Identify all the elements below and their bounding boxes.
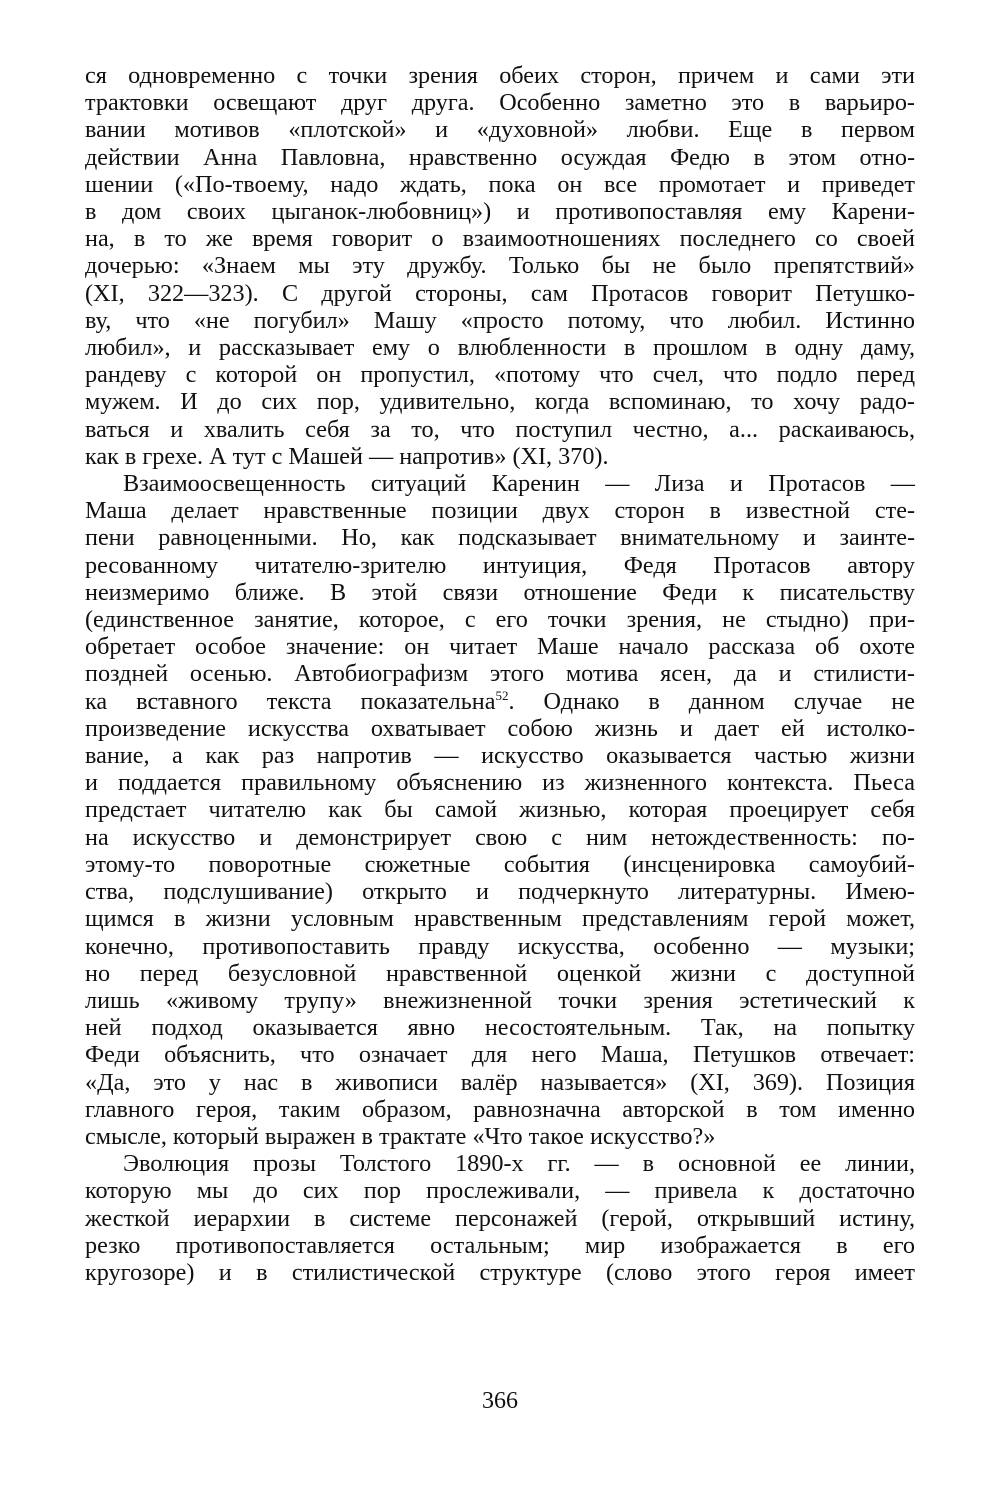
text-line: этому-то поворотные сюжетные события (инсценировка самоубий- <box>85 850 915 878</box>
text-line: вании мотивов «плотской» и «духовной» любви. Еще в первом <box>85 116 915 144</box>
book-page-text <box>85 62 915 1286</box>
text-line: в дом своих цыганок-любовниц») и противопоставляя ему Карени- <box>85 198 915 226</box>
text-line: ней подход оказывается явно несостоятельным. Так, на попытку <box>85 1014 915 1042</box>
text-line: на, в то же время говорит о взаимоотношениях последнего со своей <box>85 225 915 253</box>
text-line: ства, подслушивание) открыто и подчеркнуто литературны. Имею- <box>85 878 915 906</box>
text-line: поздней осенью. Автобиографизм этого мотива ясен, да и стилисти- <box>85 660 915 688</box>
text-line: шении («По-твоему, надо ждать, пока он все промотает и приведет <box>85 170 915 198</box>
text-line: ву, что «не погубил» Машу «просто потому, что любил. Истинно <box>85 306 915 334</box>
text-line: Взаимоосвещенность ситуаций Каренин — Лиза и Протасов — <box>123 470 915 498</box>
text-line: щимся в жизни условным нравственным представлениям герой может, <box>85 905 915 933</box>
page-number: 366 <box>482 1388 518 1414</box>
text-line: пени равноценными. Но, как подсказывает внимательному и заинте- <box>85 524 915 552</box>
text-line: ся одновременно с точки зрения обеих сторон, причем и сами эти <box>85 62 915 89</box>
text-line: кругозоре) и в стилистической структуре (слово этого героя имеет <box>85 1258 915 1286</box>
text-line: неизмеримо ближе. В этой связи отношение Феди к писательству <box>85 578 915 606</box>
text-line: трактовки освещают друг друга. Особенно заметно это в варьиро- <box>85 89 915 117</box>
text-segment: ка вставного текста показательна <box>85 687 496 715</box>
text-line: «Да, это у нас в живописи валёр называется» (XI, 369). Позиция <box>85 1068 915 1096</box>
text-line: жесткой иерархии в системе персонажей (герой, открывший истину, <box>85 1204 915 1232</box>
text-line: произведение искусства охватывает собою жизнь и дает ей истолко- <box>85 714 915 742</box>
text-line: Маша делает нравственные позиции двух сторон в известной сте- <box>85 497 915 525</box>
text-line: как в грехе. А тут с Машей — напротив» (XI, 370). <box>85 442 609 470</box>
text-segment: . Однако в данном случае не <box>508 687 915 715</box>
text-line: действии Анна Павловна, нравственно осуждая Федю в этом отно- <box>85 143 915 171</box>
text-line: лишь «живому трупу» внежизненной точки зрения эстетический к <box>85 986 915 1014</box>
text-line: ресованному читателю-зрителю интуиция, Федя Протасов автору <box>85 551 915 579</box>
text-line: обретает особое значение: он читает Маше начало рассказа об охоте <box>85 633 915 661</box>
paragraph-2 <box>85 470 915 1150</box>
text-line: ваться и хвалить себя за то, что поступил честно, а... раскаиваюсь, <box>85 415 915 443</box>
text-line: конечно, противопоставить правду искусства, особенно — музыки; <box>85 932 915 960</box>
text-line: смысле, который выражен в трактате «Что такое искусство?» <box>85 1122 716 1150</box>
text-line: мужем. И до сих пор, удивительно, когда вспоминаю, то хочу радо- <box>85 388 915 416</box>
text-line: резко противопоставляется остальным; мир изображается в его <box>85 1231 915 1259</box>
text-line: (единственное занятие, которое, с его точки зрения, не стыдно) при- <box>85 606 915 634</box>
paragraph-3 <box>85 1150 915 1286</box>
text-line: и поддается правильному объяснению из жизненного контекста. Пьеса <box>85 769 915 797</box>
text-line-with-footnote <box>85 688 915 715</box>
text-line: которую мы до сих пор прослеживали, — привела к достаточно <box>85 1177 915 1205</box>
text-line: любил», и рассказывает ему о влюбленности в прошлом в одну даму, <box>85 334 915 362</box>
text-line: предстает читателю как бы самой жизнью, которая проецирует себя <box>85 796 915 824</box>
text-line: на искусство и демонстрирует свою с ним нетождественность: по- <box>85 823 915 851</box>
text-line: (XI, 322—323). С другой стороны, сам Протасов говорит Петушко- <box>85 279 915 307</box>
text-line: рандеву с которой он пропустил, «потому что счел, что подло перед <box>85 361 915 389</box>
text-line: Эволюция прозы Толстого 1890-х гг. — в основной ее линии, <box>123 1150 915 1178</box>
text-line: но перед безусловной нравственной оценкой жизни с доступной <box>85 959 915 987</box>
paragraph-1 <box>85 62 915 470</box>
text-line: Феди объяснить, что означает для него Маша, Петушков отвечает: <box>85 1041 915 1069</box>
text-line: вание, а как раз напротив — искусство оказывается частью жизни <box>85 742 915 770</box>
text-line: главного героя, таким образом, равнозначна авторской в том именно <box>85 1095 915 1123</box>
text-line: дочерью: «Знаем мы эту дружбу. Только бы не было препятствий» <box>85 252 915 280</box>
footnote-reference[interactable]: 52 <box>495 687 509 703</box>
